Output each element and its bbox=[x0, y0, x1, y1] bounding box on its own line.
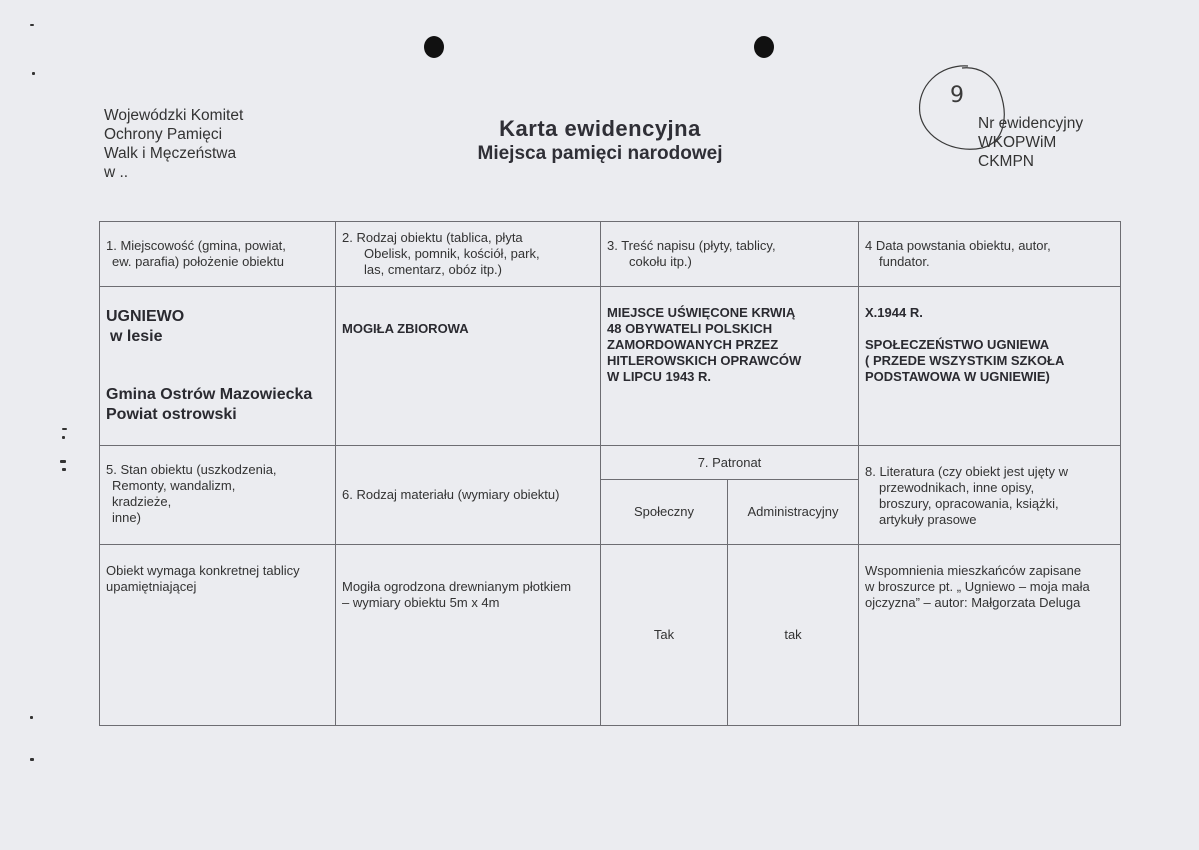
social-patronage: Tak bbox=[653, 627, 675, 642]
condition-line: upamiętniającej bbox=[106, 579, 197, 594]
header-text: ew. parafia) położenie obiektu bbox=[112, 254, 285, 269]
punch-hole-left bbox=[424, 36, 444, 58]
header-text: Administracyjny bbox=[747, 504, 839, 519]
header-social bbox=[601, 480, 728, 545]
header-row bbox=[100, 222, 1121, 287]
header-text: Społeczny bbox=[634, 504, 694, 519]
header-text: Remonty, wandalizm, bbox=[112, 478, 236, 493]
gmina: Gmina Ostrów Mazowiecka bbox=[106, 386, 313, 403]
administrative-patronage: tak bbox=[784, 627, 802, 642]
founder-line: PODSTAWOWA W UGNIEWIE) bbox=[865, 369, 1050, 384]
header-text: inne) bbox=[112, 510, 141, 525]
header-text: 3. Treść napisu (płyty, tablicy, bbox=[607, 238, 776, 253]
header-row bbox=[100, 446, 1121, 480]
cell-administrative bbox=[728, 545, 859, 726]
value-row bbox=[100, 287, 1121, 446]
header-location bbox=[100, 222, 336, 287]
scan-speck bbox=[30, 758, 34, 761]
organization-line: Walk i Męczeństwa bbox=[104, 145, 237, 162]
condition-line: Obiekt wymaga konkretnej tablicy bbox=[106, 563, 300, 578]
organization-line: Ochrony Pamięci bbox=[104, 126, 223, 143]
founder-line: ( PRZEDE WSZYSTKIM SZKOŁA bbox=[865, 353, 1065, 368]
header-text: broszury, opracowania, książki, bbox=[879, 496, 1059, 511]
organization-block bbox=[104, 106, 243, 182]
scan-speck bbox=[30, 716, 33, 719]
material-line: – wymiary obiektu 5m x 4m bbox=[342, 595, 500, 610]
scan-speck bbox=[62, 436, 65, 439]
header-text: cokołu itp.) bbox=[629, 254, 692, 269]
title-main: Karta ewidencyjna bbox=[499, 116, 701, 141]
value-row bbox=[100, 545, 1121, 726]
organization-line: Wojewódzki Komitet bbox=[104, 107, 244, 124]
punch-hole-right bbox=[754, 36, 774, 58]
powiat: Powiat ostrowski bbox=[106, 406, 237, 423]
material-line: Mogiła ogrodzona drewnianym płotkiem bbox=[342, 579, 572, 594]
header-text: Obelisk, pomnik, kościół, park, bbox=[364, 246, 540, 261]
object-type: MOGIŁA ZBIOROWA bbox=[342, 321, 469, 336]
header-text: przewodnikach, inne opisy, bbox=[879, 480, 1035, 495]
cell-object-type bbox=[336, 287, 601, 446]
header-text: 6. Rodzaj materiału (wymiary obiektu) bbox=[342, 487, 560, 502]
header-text: las, cmentarz, obóz itp.) bbox=[364, 262, 502, 277]
place-name: UGNIEWO bbox=[106, 308, 185, 325]
header-condition bbox=[100, 446, 336, 545]
scan-speck bbox=[62, 468, 66, 471]
inscription-line: W LIPCU 1943 R. bbox=[607, 369, 712, 384]
literature-line: ojczyzna” – autor: Małgorzata Deluga bbox=[865, 595, 1081, 610]
inscription-line: ZAMORDOWANYCH PRZEZ bbox=[607, 337, 779, 352]
inscription-line: HITLEROWSKICH OPRAWCÓW bbox=[607, 353, 802, 368]
header-administrative bbox=[728, 480, 859, 545]
cell-location bbox=[100, 287, 336, 446]
header-text: fundator. bbox=[879, 254, 930, 269]
registry-block bbox=[978, 114, 1083, 171]
cell-social bbox=[601, 545, 728, 726]
header-text: artykuły prasowe bbox=[879, 512, 977, 527]
literature-line: w broszurce pt. „ Ugniewo – moja mała bbox=[865, 579, 1090, 594]
header-text: 4 Data powstania obiektu, autor, bbox=[865, 238, 1051, 253]
header-date bbox=[859, 222, 1121, 287]
header-text: 7. Patronat bbox=[697, 454, 762, 470]
header-text: kradzieże, bbox=[112, 494, 172, 509]
scan-speck bbox=[30, 24, 34, 26]
registry-line: Nr ewidencyjny bbox=[978, 115, 1084, 132]
scan-speck bbox=[32, 72, 35, 75]
cell-condition bbox=[100, 545, 336, 726]
cell-literature bbox=[859, 545, 1121, 726]
cell-date-founder bbox=[859, 287, 1121, 446]
creation-date: X.1944 R. bbox=[865, 305, 923, 320]
organization-line: w .. bbox=[104, 164, 129, 181]
cell-inscription bbox=[601, 287, 859, 446]
inscription-line: MIEJSCE UŚWIĘCONE KRWIĄ bbox=[607, 305, 796, 320]
header-patronage bbox=[601, 446, 859, 480]
scan-speck bbox=[62, 428, 67, 430]
inscription-line: 48 OBYWATELI POLSKICH bbox=[607, 321, 773, 336]
founder-line: SPOŁECZEŃSTWO UGNIEWA bbox=[865, 337, 1050, 352]
header-text: 5. Stan obiektu (uszkodzenia, bbox=[106, 462, 277, 477]
registry-line: CKMPN bbox=[978, 153, 1034, 170]
cell-material bbox=[336, 545, 601, 726]
header-text: 1. Miejscowość (gmina, powiat, bbox=[106, 238, 286, 253]
header-literature bbox=[859, 446, 1121, 545]
title-sub: Miejsca pamięci narodowej bbox=[477, 143, 723, 164]
place-detail: w lesie bbox=[110, 328, 163, 345]
header-inscription bbox=[601, 222, 859, 287]
registry-line: WKOPWiM bbox=[978, 134, 1057, 151]
scan-speck bbox=[60, 460, 66, 463]
literature-line: Wspomnienia mieszkańców zapisane bbox=[865, 563, 1082, 578]
handwritten-number: 9 bbox=[950, 83, 964, 108]
header-material bbox=[336, 446, 601, 545]
header-text: 2. Rodzaj obiektu (tablica, płyta bbox=[342, 230, 523, 245]
record-table bbox=[99, 221, 1121, 726]
header-text: 8. Literatura (czy obiekt jest ujęty w bbox=[865, 464, 1069, 479]
header-object-type bbox=[336, 222, 601, 287]
document-title bbox=[430, 116, 770, 166]
